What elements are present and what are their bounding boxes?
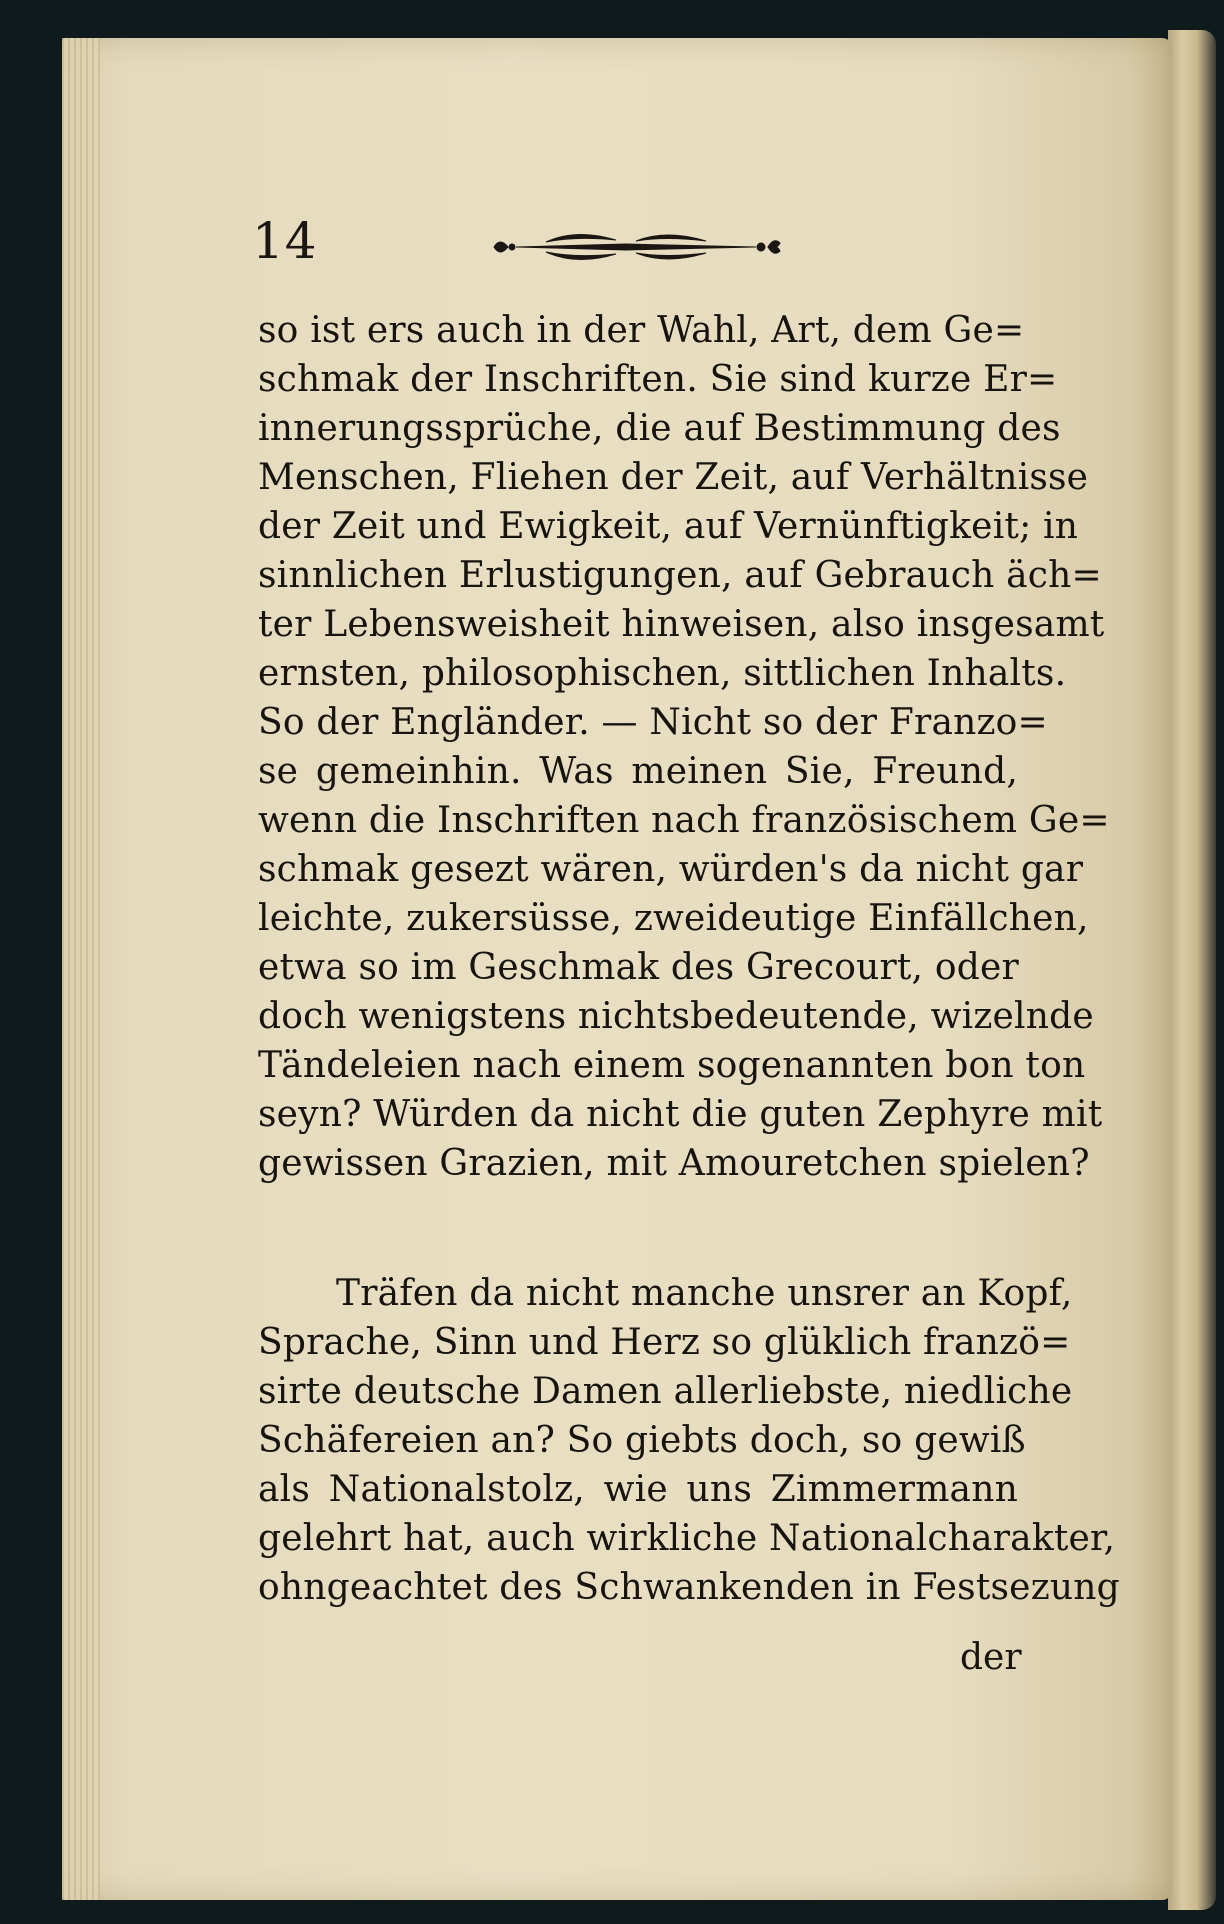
text-line: wenn die Inschriften nach französischem Ge= bbox=[258, 800, 1110, 841]
text-line: der Zeit und Ewigkeit, auf Vernünftigkeit; in bbox=[258, 506, 1079, 547]
text-line: leichte, zukersüsse, zweideutige Einfällchen, bbox=[258, 898, 1089, 939]
text-line: ernsten, philosophischen, sittlichen Inhalts. bbox=[258, 653, 1067, 694]
text-line: als Nationalstolz, wie uns Zimmermann bbox=[258, 1469, 1018, 1510]
text-line: Träfen da nicht manche unsrer an Kopf, bbox=[336, 1273, 1073, 1314]
text-line: etwa so im Geschmak des Grecourt, oder bbox=[258, 947, 1019, 988]
text-line: gewissen Grazien, mit Amouretchen spielen? bbox=[258, 1143, 1090, 1184]
text-line: Tändeleien nach einem sogenannten bon ton bbox=[258, 1045, 1086, 1086]
text-line: doch wenigstens nichtsbedeutende, wizelnde bbox=[258, 996, 1094, 1037]
text-line: ohngeachtet des Schwankenden in Festsezung bbox=[258, 1567, 1120, 1608]
book-fore-edge bbox=[1168, 30, 1216, 1910]
text-line: gelehrt hat, auch wirkliche Nationalcharakter, bbox=[258, 1518, 1116, 1559]
text-line: Menschen, Fliehen der Zeit, auf Verhältnisse bbox=[258, 457, 1089, 498]
page-number: 14 bbox=[252, 212, 318, 270]
text-line: sinnlichen Erlustigungen, auf Gebrauch äch= bbox=[258, 555, 1102, 596]
text-line: se gemeinhin. Was meinen Sie, Freund, bbox=[258, 751, 1018, 792]
text-line: schmak gesezt wären, würden's da nicht gar bbox=[258, 849, 1084, 890]
text-line: So der Engländer. — Nicht so der Franzo= bbox=[258, 702, 1048, 743]
text-line: ter Lebensweisheit hinweisen, also insgesamt bbox=[258, 604, 1105, 645]
text-line: innerungssprüche, die auf Bestimmung des bbox=[258, 408, 1061, 449]
text-line: Sprache, Sinn und Herz so glüklich franzö= bbox=[258, 1322, 1071, 1363]
ornament-icon bbox=[486, 222, 786, 272]
text-line: seyn? Würden da nicht die guten Zephyre mit bbox=[258, 1094, 1103, 1135]
text-line: sirte deutsche Damen allerliebste, niedliche bbox=[258, 1371, 1073, 1412]
text-line: so ist ers auch in der Wahl, Art, dem Ge= bbox=[258, 310, 1025, 351]
text-line: schmak der Inschriften. Sie sind kurze Er= bbox=[258, 359, 1058, 400]
text-line: Schäfereien an? So giebts doch, so gewiß bbox=[258, 1420, 1026, 1461]
catchword: der bbox=[960, 1637, 1022, 1678]
page-gutter bbox=[62, 38, 100, 1900]
